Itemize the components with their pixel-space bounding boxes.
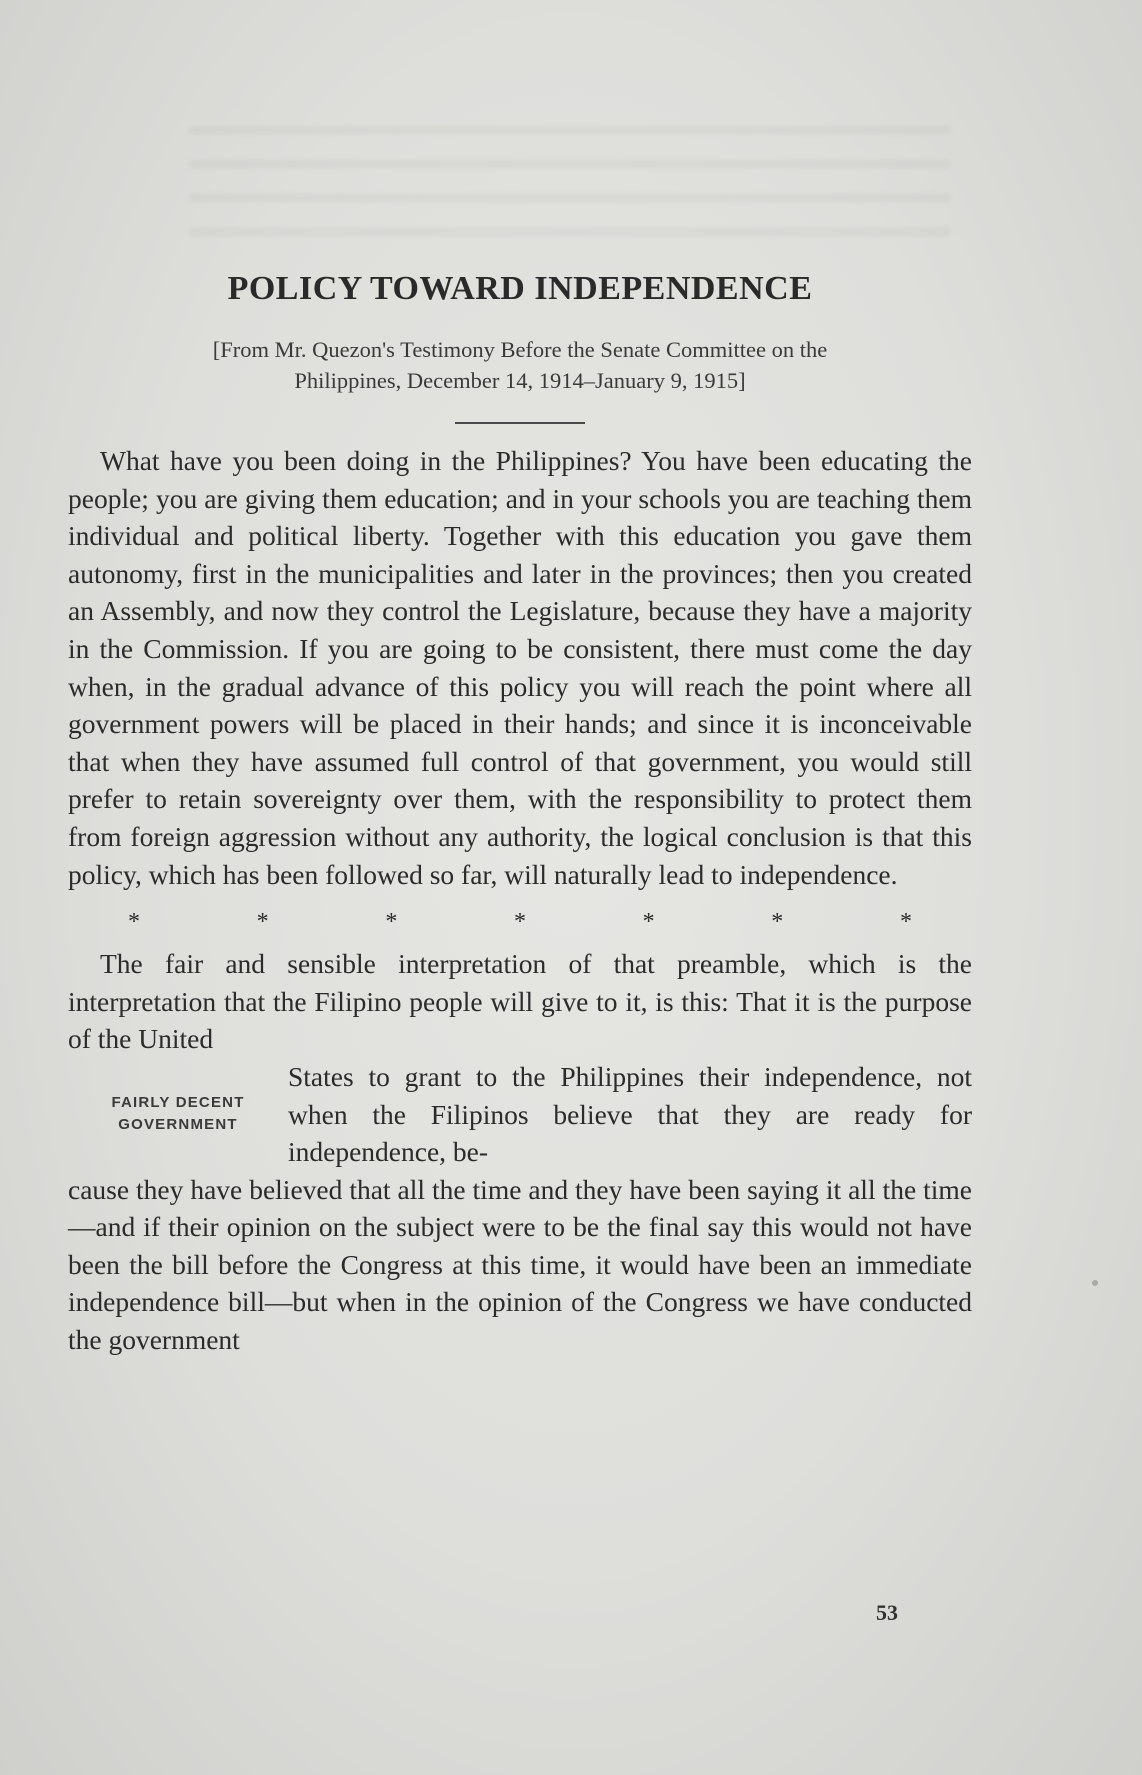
separator-star: * [642,909,655,936]
paragraph-1 [68,442,972,893]
page-number: 53 [876,1600,898,1625]
separator-star: * [128,909,140,936]
page-title: POLICY TOWARD INDEPENDENCE [227,270,813,307]
source-line-1: [From Mr. Quezon's Testimony Before the Senate Committee on the [212,337,828,362]
paragraph-2-beside-note: States to grant to the Philippines their independence, not when the Filipinos believe that they are ready for independence, be- [288,1060,972,1168]
paper-speck [1092,1280,1098,1286]
separator-star: * [771,909,784,936]
separator-star: * [256,909,269,936]
source-line-2: Philippines, December 14, 1914–January 9, 1915] [294,368,746,393]
paragraph-1-text: What have you been doing in the Philippines? You have been educating the people; you are giving them education; and in your schools you are teaching them individual and political liberty. Together with this education you gave them autonomy, first in the municipalities and later in the provinces; then you created an Assembly, and now they control the Legislature, because they have a majority in the Commission. If you are going to be consistent, there must come the day when, in the gradual advance of this policy you will reach the point where all government powers will be placed in their hands; and since it is inconceivable that when they have assumed full control of that government, you would still prefer to retain sovereignty over them, with the responsibility to protect them from foreign aggression without any authority, the logical conclusion is that this policy, which has been followed so far, will naturally lead to independence. [68,445,972,890]
marginal-note-line-1: FAIRLY DECENT [111,1094,245,1112]
marginal-note [68,1092,288,1136]
show-through-text [190,100,950,250]
separator-star: * [513,909,526,936]
source-note [68,334,972,396]
marginal-note-row [68,1058,972,1171]
page-content [68,270,972,1359]
paragraph-2-lead: The fair and sensible interpretation of that preamble, which is the interpretation that the Filipino people will give to it, is this: That it is the purpose of the United [68,948,972,1055]
marginal-note-line-2: GOVERNMENT [118,1116,238,1134]
paragraph-2-rest: cause they have believed that all the time and they have been saying it all the time—and if their opinion on the subject were to be the final say this would not have been the bill before the Congress at this time, it would have been an immediate independence bill—but when in the opinion of the Congress we have conducted the government [68,1173,972,1356]
title-rule [455,422,585,424]
section-separator [68,907,972,937]
separator-star: * [385,909,398,936]
separator-star: * [899,909,912,936]
